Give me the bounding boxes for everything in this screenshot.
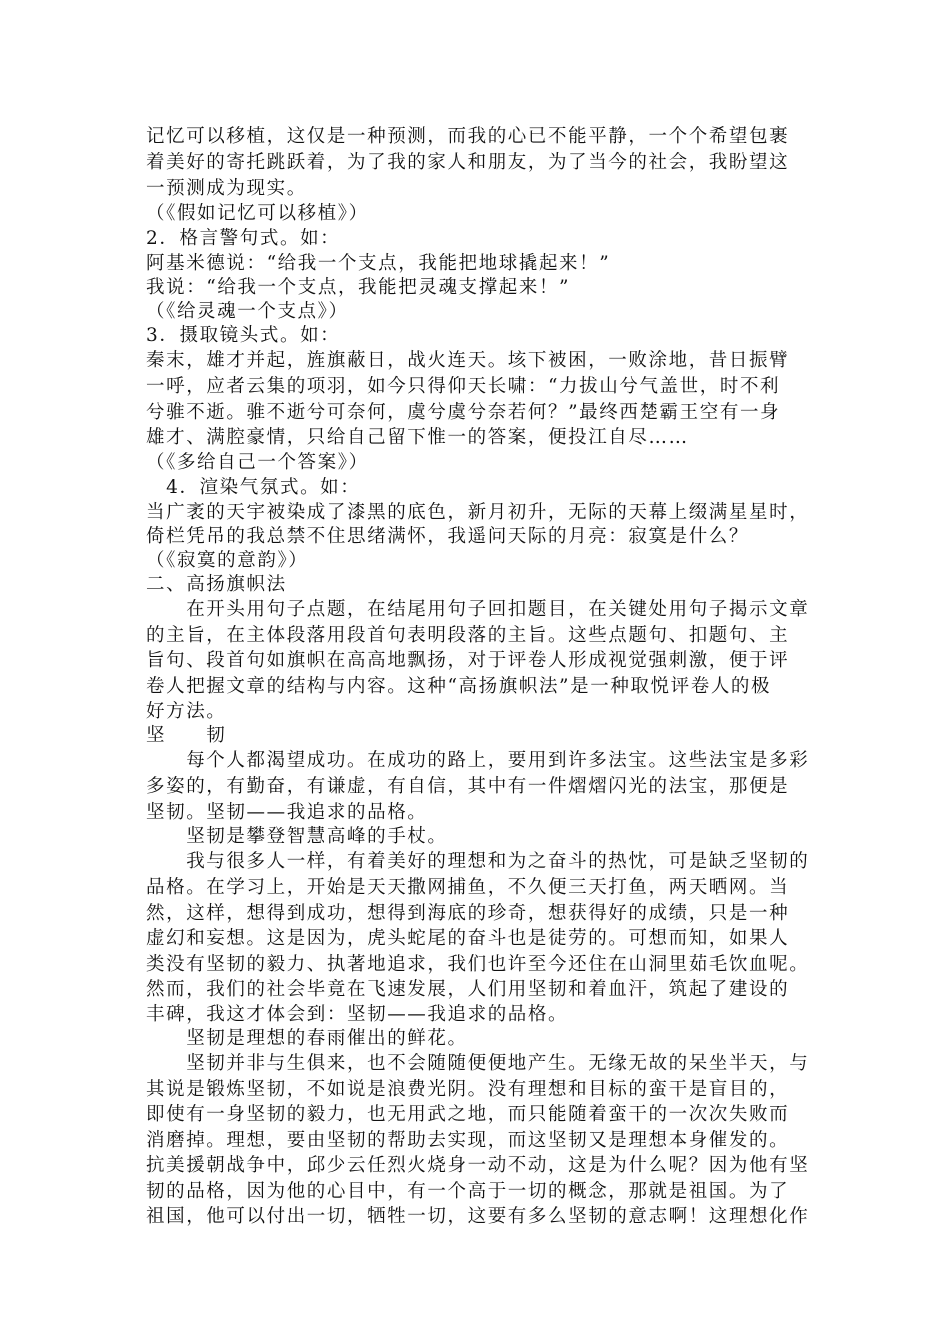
section-subheading: 2．格言警句式。如： (146, 228, 341, 249)
body-text-line: 抗美援朝战争中，邱少云任烈火烧身一动不动，这是为什么呢？因为他有坚 (146, 1155, 810, 1176)
body-text-line: 即使有一身坚韧的毅力，也无用武之地，而只能随着蛮干的一次次失败而 (146, 1104, 790, 1125)
body-text-line: 多姿的，有勤奋，有谦虚，有自信，其中有一件熠熠闪光的法宝，那便是 (146, 776, 790, 797)
section-subheading: 3．摄取镜头式。如： (146, 325, 341, 346)
body-text-line: 的主旨，在主体段落用段首句表明段落的主旨。这些点题句、扣题句、主 (146, 625, 790, 646)
body-text-line: 消磨掉。理想，要由坚韧的帮助去实现，而这坚韧又是理想本身催发的。 (146, 1130, 790, 1151)
body-text-line: 祖国，他可以付出一切，牺牲一切，这要有多么坚韧的意志啊！这理想化作 (146, 1206, 810, 1227)
body-text-line: 兮骓不逝。骓不逝兮可奈何，虞兮虞兮奈若何？”最终西楚霸王空有一身 (146, 402, 781, 423)
body-text-line: 好方法。 (146, 701, 227, 722)
body-text-line: 韧的品格，因为他的心目中，有一个高于一切的概念，那就是祖国。为了 (146, 1181, 790, 1202)
body-text-line: 卷人把握文章的结构与内容。这种“高扬旗帜法”是一种取悦评卷人的极 (146, 676, 772, 697)
body-text-line: 其说是锻炼坚韧，不如说是浪费光阴。没有理想和目标的蛮干是盲目的， (146, 1079, 790, 1100)
body-text-line: 我与很多人一样，有着美好的理想和为之奋斗的热忱，可是缺乏坚韧的 (146, 851, 810, 872)
source-citation: （《寂寞的意韵》） (146, 550, 309, 571)
body-text-line: 一预测成为现实。 (146, 178, 307, 199)
body-text-line: 阿基米德说：“给我一个支点，我能把地球撬起来！” (146, 253, 611, 274)
body-text-line: 坚韧并非与生俱来，也不会随随便便地产生。无缘无故的呆坐半天，与 (146, 1053, 810, 1074)
body-text-line: 秦末，雄才并起，旌旗蔽日，战火连天。垓下被困，一败涂地，昔日振臂 (146, 350, 790, 371)
body-text-line: 丰碑，我这才体会到：坚韧——我追求的品格。 (146, 1004, 569, 1025)
body-text-line: 类没有坚韧的毅力、执著地追求，我们也许至今还住在山洞里茹毛饮血呢。 (146, 954, 810, 975)
body-text-line: 然，这样，想得到成功，想得到海底的珍奇，想获得好的成绩，只是一种 (146, 903, 790, 924)
body-text-line: 坚韧是理想的春雨催出的鲜花。 (146, 1028, 468, 1049)
body-text-line: 虚幻和妄想。这是因为，虎头蛇尾的奋斗也是徒劳的。可想而知，如果人 (146, 928, 790, 949)
body-text-line: 品格。在学习上，开始是天天撒网捕鱼，不久便三天打鱼，两天晒网。当 (146, 877, 790, 898)
body-text-line: 旨句、段首句如旗帜在高高地飘扬，对于评卷人形成视觉强刺激，便于评 (146, 650, 790, 671)
body-text-line: 着美好的寄托跳跃着，为了我的家人和朋友，为了当今的社会，我盼望这 (146, 152, 790, 173)
source-citation: （《多给自己一个答案》） (146, 452, 369, 473)
source-citation: （《给灵魂一个支点》） (146, 301, 349, 322)
body-text-line: 一呼，应者云集的项羽，如今只得仰天长啸：“力拔山兮气盖世，时不利 (146, 376, 781, 397)
body-text-line: 坚韧。坚韧——我追求的品格。 (146, 802, 428, 823)
body-text-line: 在开头用句子点题，在结尾用句子回扣题目，在关键处用句子揭示文章 (146, 599, 810, 620)
body-text-line: 雄才、满腔豪情，只给自己留下惟一的答案，便投江自尽…… (146, 427, 689, 448)
source-citation: （《假如记忆可以移植》） (146, 203, 369, 224)
body-text-line: 坚韧是攀登智慧高峰的手杖。 (146, 826, 448, 847)
essay-title: 坚 韧 (146, 725, 227, 746)
section-subheading: 4．渲染气氛式。如： (146, 477, 361, 498)
body-text-line: 然而，我们的社会毕竟在飞速发展，人们用坚韧和着血汗，筑起了建设的 (146, 979, 790, 1000)
body-text-line: 倚栏凭吊的我总禁不住思绪满怀，我遥问天际的月亮：寂寞是什么？ (146, 526, 750, 547)
section-heading: 二、高扬旗帜法 (146, 574, 287, 595)
body-text-line: 记忆可以移植，这仅是一种预测，而我的心已不能平静，一个个希望包裹 (146, 126, 790, 147)
body-text-line: 我说：“给我一个支点，我能把灵魂支撑起来！” (146, 277, 571, 298)
body-text-line: 当广袤的天宇被染成了漆黑的底色，新月初升，无际的天幕上缀满星星时， (146, 502, 810, 523)
body-text-line: 每个人都渴望成功。在成功的路上，要用到许多法宝。这些法宝是多彩 (146, 750, 810, 771)
